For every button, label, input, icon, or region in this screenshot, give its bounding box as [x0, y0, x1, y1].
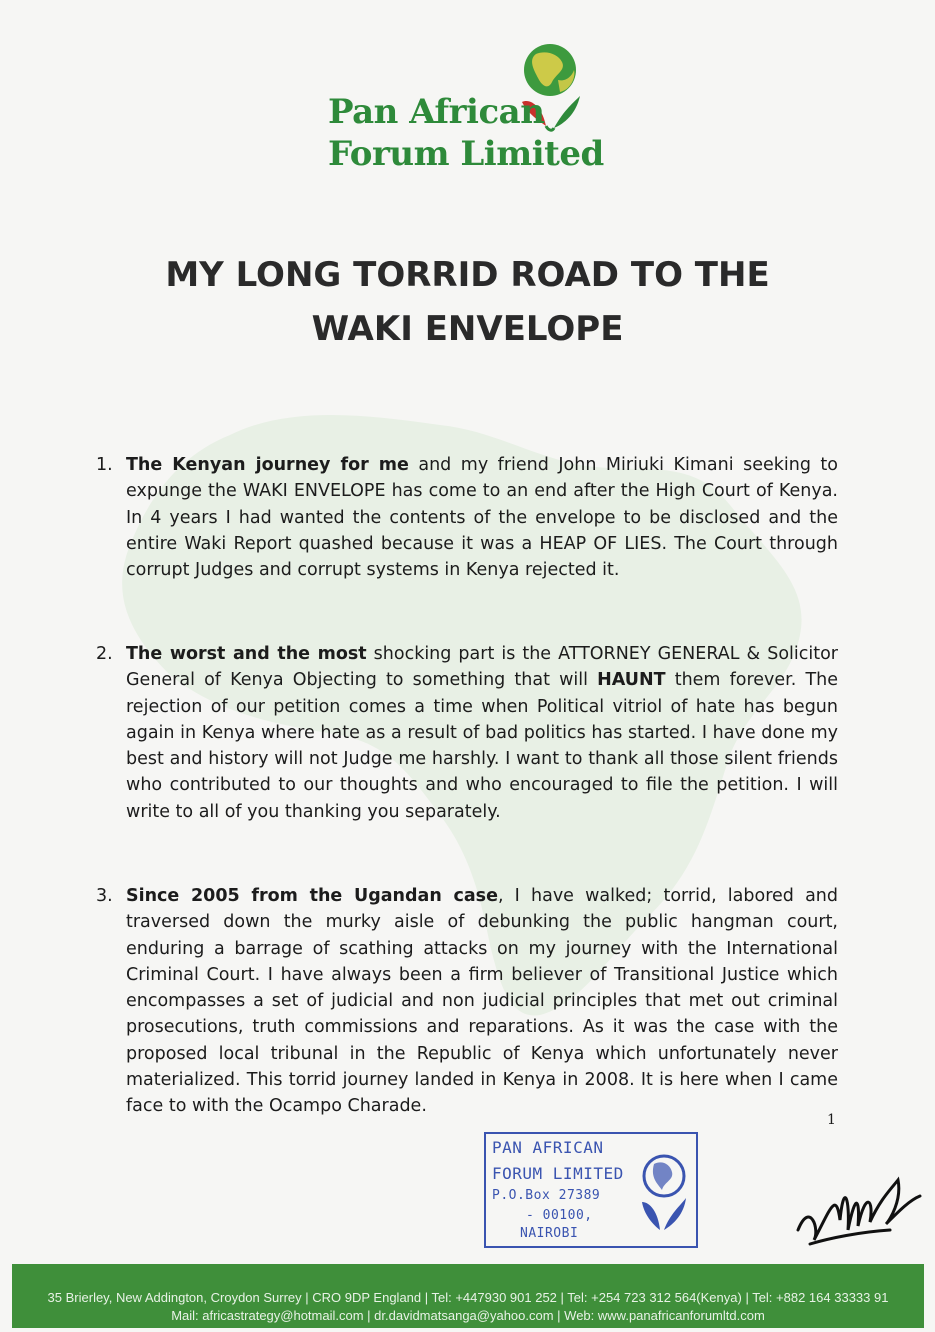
item-emphasis: HAUNT [597, 670, 666, 691]
footer-address: 35 Brierley, New Addington, Croydon Surrey | CRO 9DP England | Tel: +447930 901 252 | Tel: +254 723 312 564(Kenya) | Tel: +882 164 33333 91 [47, 1290, 889, 1305]
item-body: them forever. The rejection of our petition comes a time when Political vitriol of hate has begun again in Kenya where hate as a result of bad politics has started. I have done my best and history will not Judge me harshly. I want to thank all those silent friends who contributed to our thoughts and who encouraged to file the petition. I will write to all of you thanking you separately. [126, 670, 838, 822]
item-body: shocking part is the ATTORNEY GENERAL & Solicitor General of Kenya Objecting to something that will [126, 644, 838, 691]
title-line1: MY LONG TORRID ROAD TO THE [165, 255, 770, 295]
stamp-line5: NAIROBI [520, 1226, 579, 1241]
company-stamp [484, 1132, 698, 1248]
item-text [126, 452, 838, 583]
list-item [96, 883, 838, 1120]
item-lead: Since 2005 from the Ugandan case [126, 886, 498, 906]
item-number: 3. [96, 886, 113, 906]
page-title [60, 248, 875, 356]
item-number: 2. [96, 644, 113, 664]
item-body: , I have walked; torrid, labored and traversed down the murky aisle of debunking the public hangman court, enduring a barrage of scathing attacks on my journey with the International Criminal Court. I have always been a firm believer of Transitional Justice which encompasses a set of judicial and non judicial principles that met out criminal prosecutions, truth commissions and reparations. As it was the case with the proposed local tribunal in the Republic of Kenya which unfortunately never materialized. This torrid journey landed in Kenya in 2008. It is here when I came face to with the Ocampo Charade. [126, 886, 838, 1117]
stamp-line4: - 00100, [526, 1208, 593, 1223]
logo-text-line2: Forum Limited [328, 134, 604, 174]
signature-icon [790, 1160, 930, 1260]
item-text [126, 641, 838, 825]
footer-email-web: Mail: africastrategy@hotmail.com | dr.davidmatsanga@yahoo.com | Web: www.panafricanforumltd.com [171, 1308, 765, 1323]
stamp-line3: P.O.Box 27389 [492, 1188, 601, 1203]
title-line2: WAKI ENVELOPE [311, 309, 624, 349]
item-lead: The worst and the most [126, 644, 367, 664]
list-item [96, 641, 838, 825]
list-item [96, 452, 838, 583]
logo-text-line1: Pan African [328, 92, 545, 132]
page-number: 1 [827, 1112, 836, 1128]
footer-contact-bar [12, 1264, 924, 1328]
item-body: and my friend John Miriuki Kimani seeking to expunge the WAKI ENVELOPE has come to an end after the High Court of Kenya. In 4 years I had wanted the contents of the envelope to be disclosed and the entire Waki Report quashed because it was a HEAP OF LIES. The Court through corrupt Judges and corrupt systems in Kenya rejected it. [126, 455, 838, 581]
item-text [126, 883, 838, 1120]
item-lead: The Kenyan journey for me [126, 455, 409, 475]
stamp-line1: PAN AFRICAN [492, 1138, 604, 1157]
stamp-globe-icon [634, 1152, 692, 1234]
item-number: 1. [96, 455, 113, 475]
stamp-line2: FORUM LIMITED [492, 1164, 624, 1183]
company-logo [326, 40, 606, 180]
